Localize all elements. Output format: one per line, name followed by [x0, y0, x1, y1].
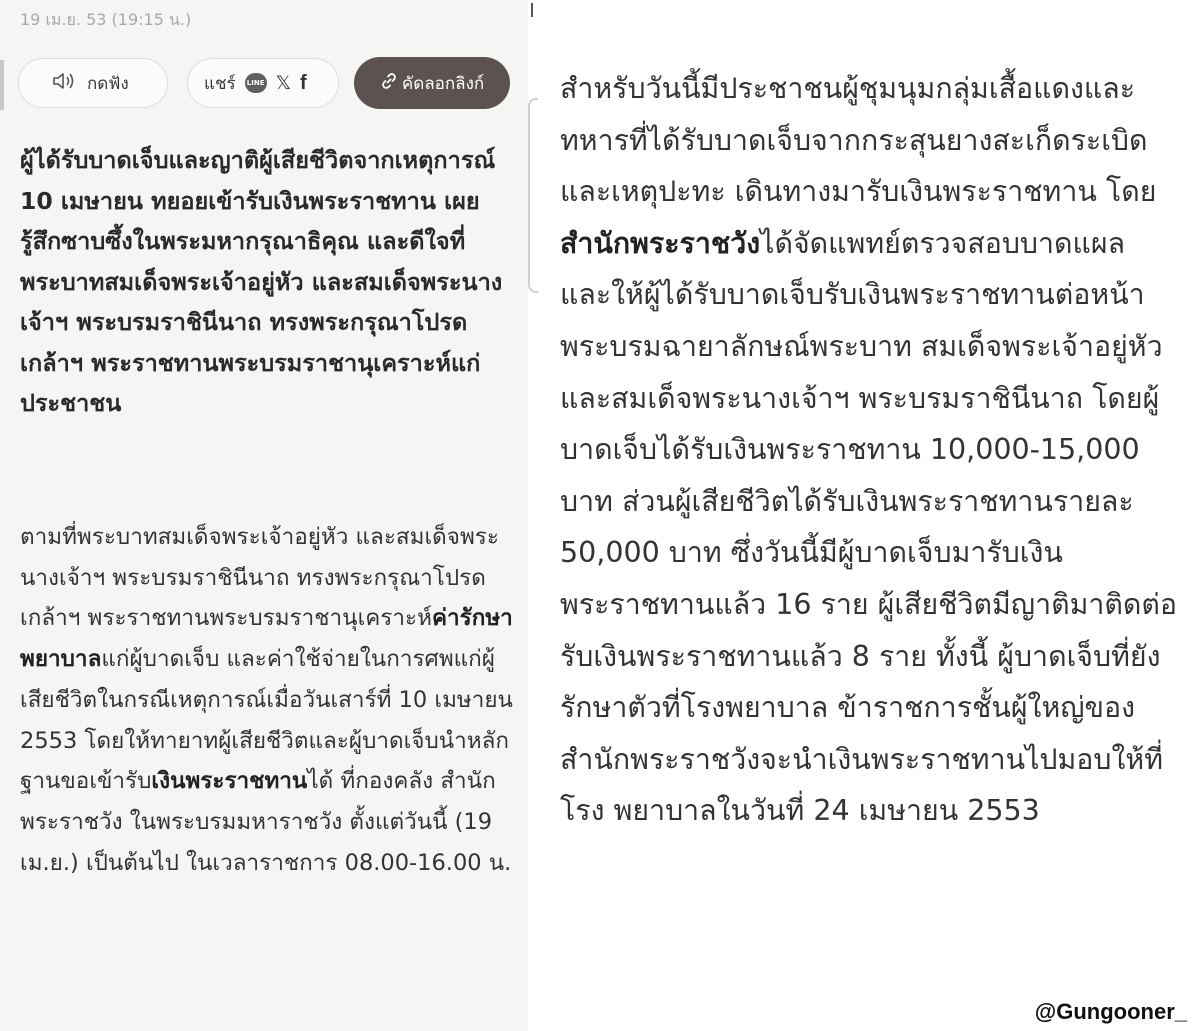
body-text-1: ตามที่พระบาทสมเด็จพระเจ้าอยู่หัว และสมเด็จพระนางเจ้าฯ พระบรมราชินีนาถ ทรงพระกรุณาโปรดเกล้าฯ พระราชทานพระบรมราชานุเคราะห์	[20, 524, 499, 632]
copy-link-button[interactable]	[354, 57, 510, 109]
speaker-icon	[51, 70, 77, 97]
right-text-1: สำหรับวันนี้มีประชาชนผู้ชุมนุมกลุ่มเสื้อแดงและทหารที่ได้รับบาดเจ็บจากกระสุนยางสะเก็ดระเบิด และเหตุปะทะ เดินทางมารับเงินพระราชทาน โดย	[560, 72, 1157, 209]
body-text-3: ได้ ที่กองคลัง สำนักพระราชวัง ในพระบรมมหาราชวัง ตั้งแต่วันนี้ (19 เม.ย.) เป็นต้นไป ในเวลาราชการ 08.00-16.00 น.	[20, 768, 512, 876]
watermark-handle: @Gungooner_	[1034, 999, 1187, 1024]
right-article-text	[560, 63, 1185, 837]
line-share-icon[interactable]: LINE	[245, 73, 267, 93]
top-divider-tick	[531, 3, 533, 17]
facebook-share-icon[interactable]: f	[299, 71, 307, 94]
body-text-2: แก่ผู้บาดเจ็บ และค่าใช้จ่ายในการศพแก่ผู้เสียชีวิตในกรณีเหตุการณ์เมื่อวันเสาร์ที่ 10 เมษายน 2553 โดยให้ทายาทผู้เสียชีวิตและผู้บาดเจ็บนำหลักฐานขอเข้ารับ	[20, 646, 513, 795]
article-date: 19 เม.ย. 53 (19:15 น.)	[20, 10, 192, 29]
share-label: แชร์	[204, 73, 236, 94]
left-article-panel	[0, 0, 528, 1031]
right-bold-royal-household: สำนักพระราชวัง	[560, 226, 761, 260]
body-bold-medical-costs: ค่ารักษาพยาบาล	[20, 605, 513, 673]
article-body	[20, 517, 520, 883]
copy-link-label: คัดลอกลิงก์	[401, 73, 485, 94]
body-bold-royal-grant: เงินพระราชทาน	[151, 768, 308, 795]
article-headline: ผู้ได้รับบาดเจ็บและญาติผู้เสียชีวิตจากเหตุการณ์ 10 เมษายน ทยอยเข้ารับเงินพระราชทาน เผยรู้สึกซาบซึ้งในพระมหากรุณาธิคุณ และดีใจที่พระบาทสมเด็จพระเจ้าอยู่หัว และสมเด็จพระนางเจ้าฯ พระบรมราชินีนาถ ทรงพระกรุณาโปรดเกล้าฯ พระราชทานพระบรมราชานุเคราะห์แก่ประชาชน	[20, 146, 503, 417]
link-icon	[380, 72, 398, 95]
x-share-icon[interactable]: 𝕏	[275, 72, 291, 94]
listen-button[interactable]	[18, 58, 168, 108]
listen-label: กดฟัง	[87, 73, 129, 94]
quote-bracket	[528, 98, 538, 293]
right-text-2: ได้จัดแพทย์ตรวจสอบบาดแผล และให้ผู้ได้รับบาดเจ็บรับเงินพระราชทานต่อหน้าพระบรมฉายาลักษณ์พระบาท สมเด็จพระเจ้าอยู่หัว และสมเด็จพระนางเจ้าฯ พระบรมราชินีนาถ โดยผู้บาดเจ็บได้รับเงินพระราชทาน 10,000-15,000 บาท ส่วนผู้เสียชีวิตได้รับเงินพระราชทานรายละ 50,000 บาท ซึ่งวันนี้มีผู้บาดเจ็บมารับเงินพระราชทานแล้ว 16 ราย ผู้เสียชีวิตมีญาติมาติดต่อรับเงินพระราชทานแล้ว 8 ราย ทั้งนี้ ผู้บาดเจ็บที่ยังรักษาตัวที่โรงพยาบาล ข้าราชการชั้นผู้ใหญ่ของสำนักพระราชวังจะนำเงินพระราชทานไปมอบให้ที่โรง พยาบาลในวันที่ 24 เมษายน 2553	[560, 226, 1178, 828]
share-bar	[187, 58, 339, 108]
scroll-edge-marker	[0, 60, 4, 110]
